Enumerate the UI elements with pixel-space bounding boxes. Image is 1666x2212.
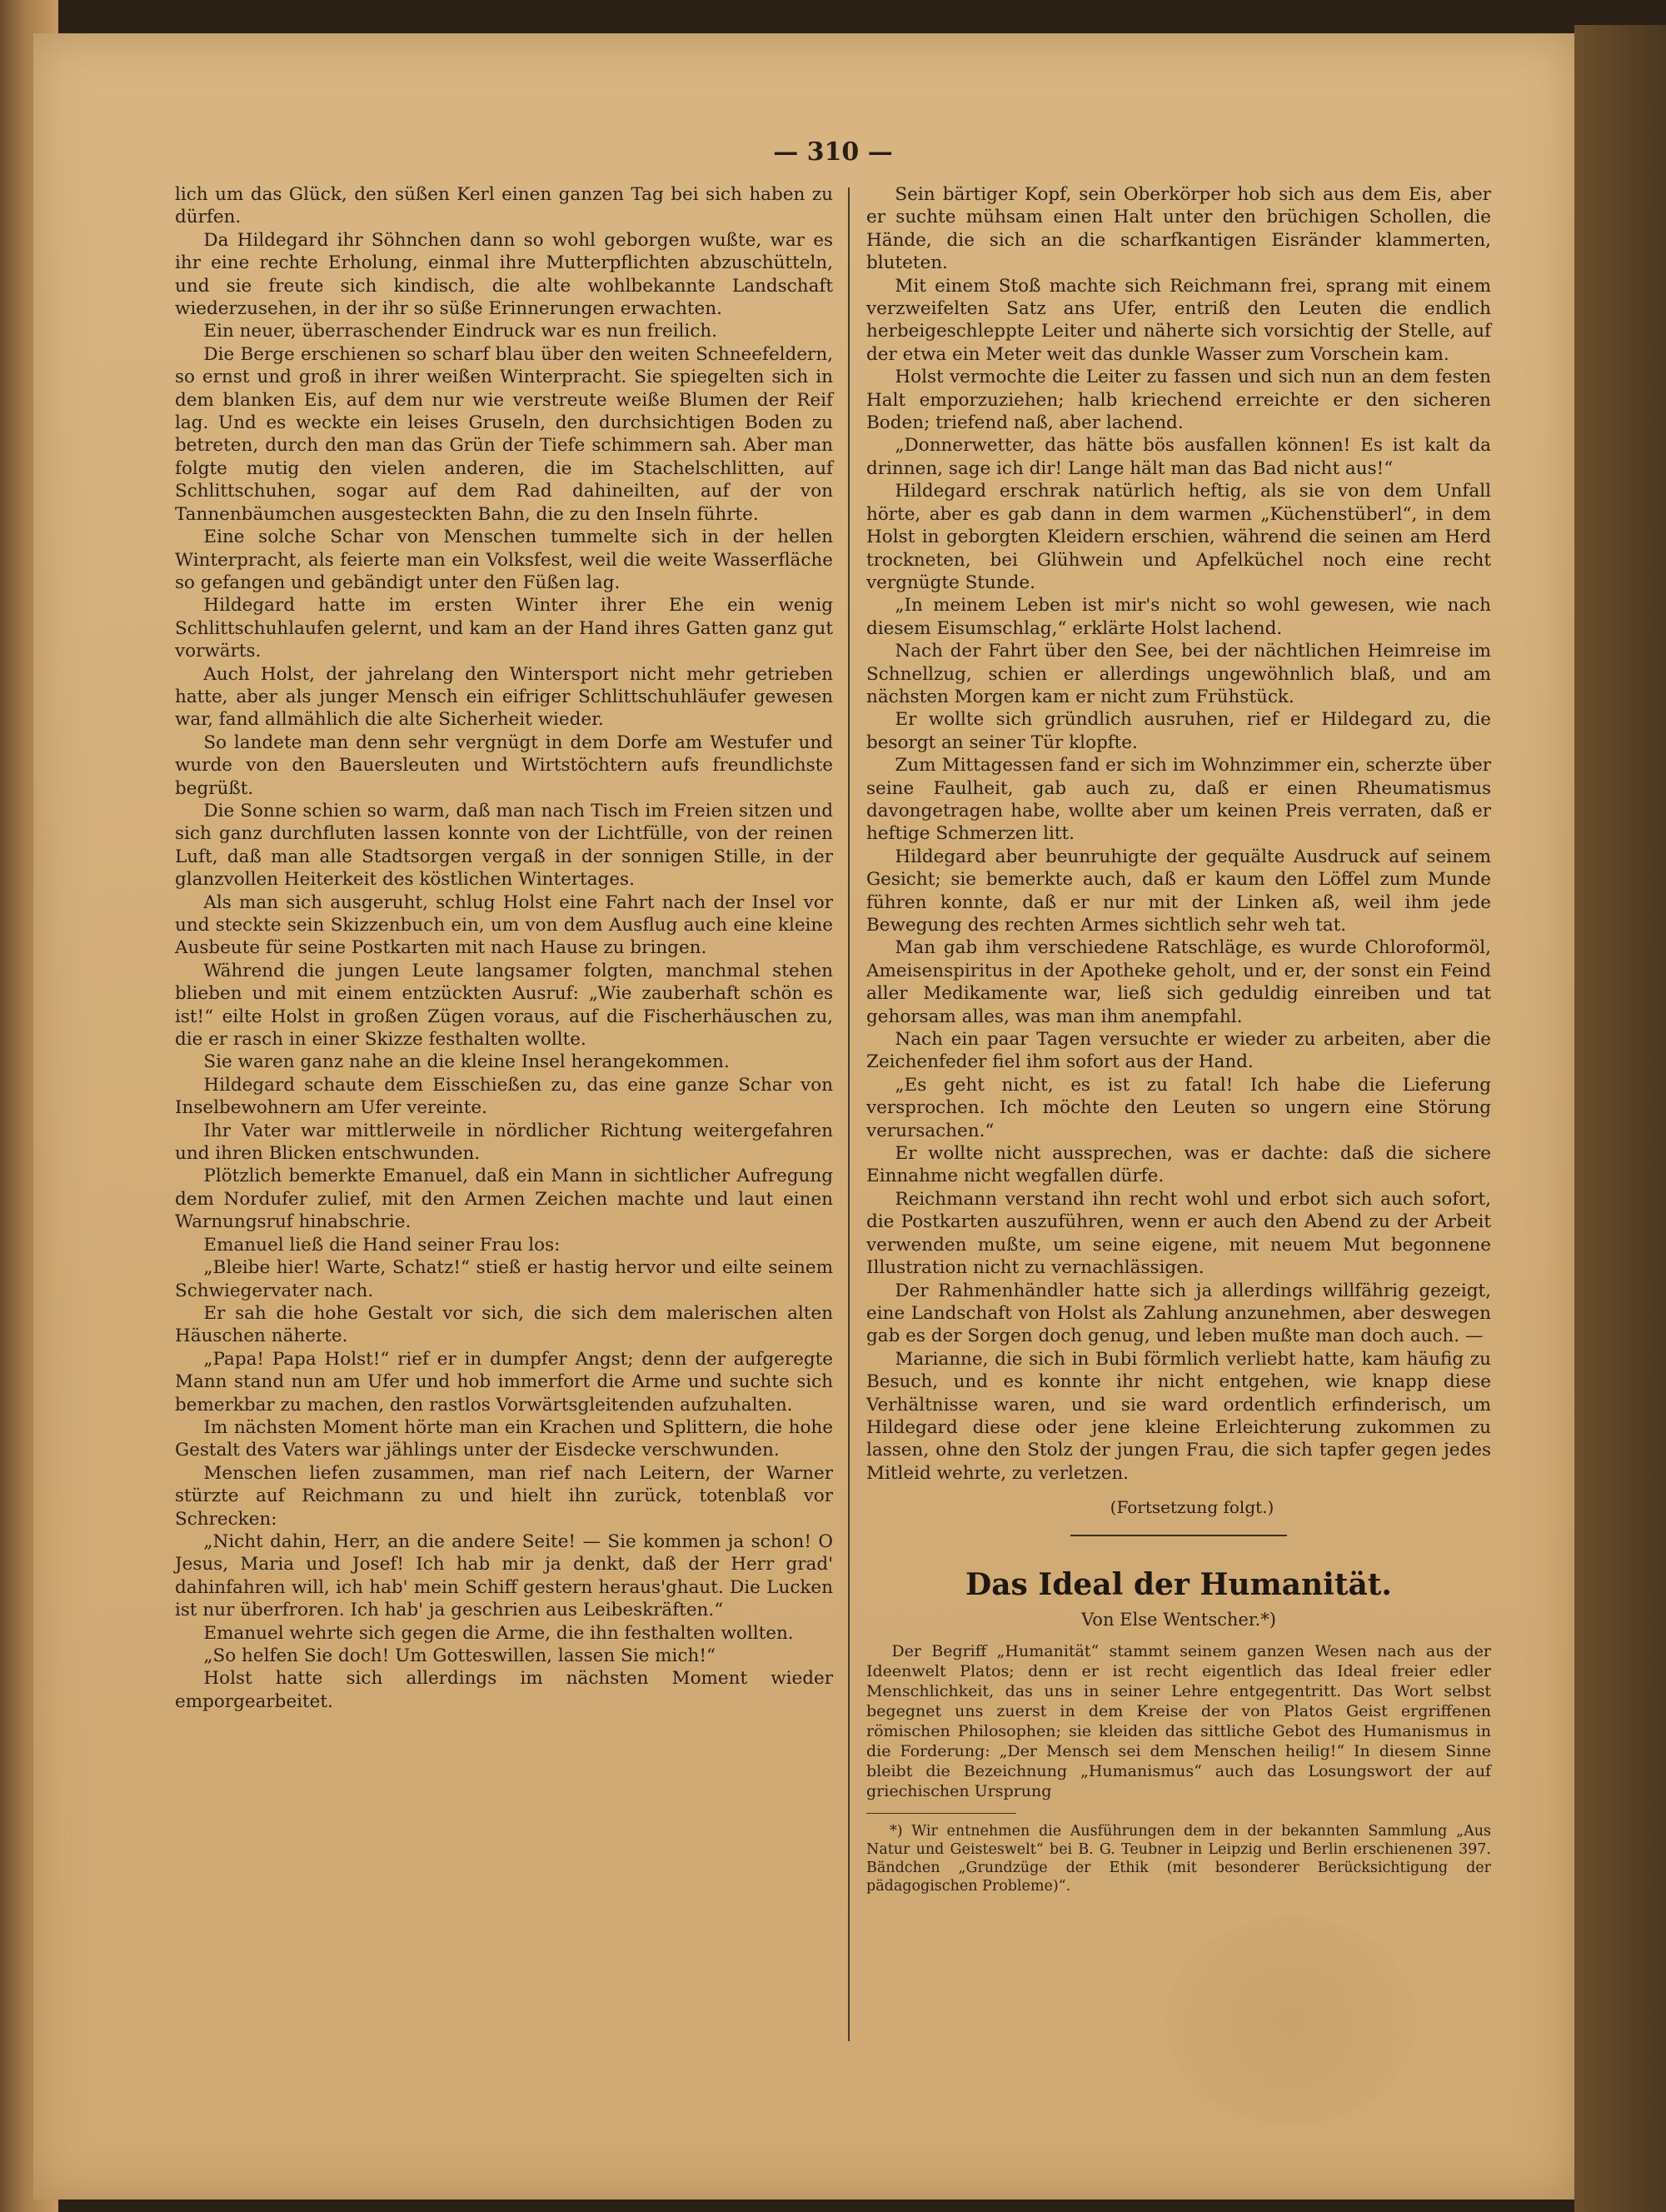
paragraph: Hildegard hatte im ersten Winter ihrer Ehe ein wenig Schlittschuhlaufen gelernt, und kam an der Hand ihres Gatten ganz gut vorwärts.: [175, 595, 833, 662]
paragraph: Er wollte nicht aussprechen, was er dachte: daß die sichere Einnahme nicht wegfallen dürfe.: [866, 1143, 1491, 1187]
paragraph: „Donnerwetter, das hätte bös ausfallen können! Es ist kalt da drinnen, sage ich dir! Lange hält man das Bad nicht aus!“: [866, 435, 1491, 479]
paragraph: Sein bärtiger Kopf, sein Oberkörper hob sich aus dem Eis, aber er suchte mühsam einen Halt unter den brüchigen Schollen, die Hände, die sich an die scharfkantigen Eisränder klammerten, bluteten.: [866, 184, 1491, 274]
right-column: [866, 183, 1491, 1895]
footnote-rule: [866, 1813, 1016, 1815]
paragraph: „In meinem Leben ist mir's nicht so wohl gewesen, wie nach diesem Eisumschlag,“ erklärte Holst lachend.: [866, 595, 1491, 639]
left-column: [175, 183, 833, 1713]
paragraph: Plötzlich bemerkte Emanuel, daß ein Mann in sichtlicher Aufregung dem Nordufer zulief, mit den Armen Zeichen machte und laut einen Warnungsruf hinabschrie.: [175, 1166, 833, 1233]
paragraph: Holst hatte sich allerdings im nächsten Moment wieder emporgearbeitet.: [175, 1668, 833, 1712]
paragraph: Während die jungen Leute langsamer folgten, manchmal stehen blieben und mit einem entzückten Ausruf: „Wie zauberhaft schön es ist!“ eilte Holst in großen Zügen voraus, auf die Fischerhäuschen zu, die er rasch in einer Skizze festhalten wollte.: [175, 960, 833, 1051]
paragraph: „Es geht nicht, es ist zu fatal! Ich habe die Lieferung versprochen. Ich möchte den Leuten so ungern eine Störung verursachen.“: [866, 1074, 1491, 1141]
paragraph: Nach der Fahrt über den See, bei der nächtlichen Heimreise im Schnellzug, schien er allerdings ungewöhnlich blaß, und am nächsten Morgen kam er nicht zum Frühstück.: [866, 641, 1491, 707]
paragraph: Er wollte sich gründlich ausruhen, rief er Hildegard zu, die besorgt an seiner Tür klopfte.: [866, 709, 1491, 753]
paragraph: Man gab ihm verschiedene Ratschläge, es wurde Chloroformöl, Ameisenspiritus in der Apotheke geholt, und er, der sonst ein Feind aller Medikamente war, ließ sich geduldig einreiben und tat gehorsam alles, was man ihm anempfahl.: [866, 937, 1491, 1027]
article-title: Das Ideal der Humanität.: [965, 1566, 1392, 1602]
paragraph: Nach ein paar Tagen versuchte er wieder zu arbeiten, aber die Zeichenfeder fiel ihm sofort aus der Hand.: [866, 1029, 1491, 1073]
paragraph: Eine solche Schar von Menschen tummelte sich in der hellen Winterpracht, als feierte man ein Volksfest, weil die weite Wasserfläche so gefangen und gebändigt unter den Füßen lag.: [175, 527, 833, 593]
paragraph: „Papa! Papa Holst!“ rief er in dumpfer Angst; denn der aufgeregte Mann stand nun am Ufer und hob immerfort die Arme und suchte sich bemerkbar zu machen, den rastlos Vorwärtsgleitenden aufzuhalten.: [175, 1348, 833, 1416]
paragraph: lich um das Glück, den süßen Kerl einen ganzen Tag bei sich haben zu dürfen.: [175, 184, 833, 228]
paragraph: Hildegard schaute dem Eisschießen zu, das eine ganze Schar von Inselbewohnern am Ufer vereinte.: [175, 1074, 833, 1119]
paragraph: Hildegard erschrak natürlich heftig, als sie von dem Unfall hörte, aber es gab dann in dem warmen „Küchenstüberl“, in dem Holst in geborgten Kleidern erschien, während die seinen am Herd trockneten, bei Glühwein und Apfelküchel noch eine recht vergnügte Stunde.: [866, 481, 1491, 593]
paragraph: Mit einem Stoß machte sich Reichmann frei, sprang mit einem verzweifelten Satz ans Ufer, entriß den Leuten die endlich herbeigeschleppte Leiter und näherte sich vorsichtig der Stelle, auf der etwa ein Meter weit das dunkle Wasser zum Vorschein kam.: [866, 275, 1491, 365]
paragraph: Emanuel ließ die Hand seiner Frau los:: [203, 1234, 561, 1256]
paper-stain: [1166, 1916, 1416, 2125]
paragraph: Reichmann verstand ihn recht wohl und erbot sich auch sofort, die Postkarten auszuführen, wenn er auch den Abend zu der Arbeit verwenden mußte, um seine eigene, mit neuem Mut begonnene Illustration nicht zu vernachlässigen.: [866, 1188, 1491, 1279]
paragraph: Sie waren ganz nahe an die kleine Insel herangekommen.: [203, 1051, 730, 1073]
paragraph: Als man sich ausgeruht, schlug Holst eine Fahrt nach der Insel vor und steckte sein Skizzenbuch ein, um von dem Ausflug auch eine kleine Ausbeute für seine Postkarten mit nach Hause zu bringen.: [175, 891, 833, 959]
footnote: *) Wir entnehmen die Ausführungen dem in der bekannten Sammlung „Aus Natur und Geisteswelt“ bei B. G. Teubner in Leipzig und Berlin erschienenen 397. Bändchen „Grundzüge der Ethik (mit besonderer Berücksichtigung der pädagogischen Probleme)“.: [866, 1823, 1491, 1895]
paragraph: Emanuel wehrte sich gegen die Arme, die ihn festhalten wollten.: [203, 1622, 794, 1644]
paragraph: Hildegard aber beunruhigte der gequälte Ausdruck auf seinem Gesicht; sie bemerkte auch, daß er kaum den Löffel zum Munde führen konnte, daß er nur mit der Linken aß, weil ihm jede Bewegung des rechten Armes sichtlich sehr weh tat.: [866, 846, 1491, 936]
page-number: — 310 —: [773, 137, 893, 167]
paragraph: Auch Holst, der jahrelang den Wintersport nicht mehr getrieben hatte, aber als junger Mensch ein eifriger Schlittschuhläufer gewesen war, fand allmählich die alte Sicherheit wieder.: [175, 663, 833, 731]
paragraph: Da Hildegard ihr Söhnchen dann so wohl geborgen wußte, war es ihr eine rechte Erholung, einmal ihre Mutterpflichten abzuschütteln, und sie freute sich kindisch, die alte wohlbekannte Landschaft wiederzusehen, in der ihr so süße Erinnerungen erwachten.: [175, 229, 833, 320]
book-right-edge: [1574, 25, 1666, 2212]
column-divider: [848, 187, 850, 2041]
paragraph: „Bleibe hier! Warte, Schatz!“ stieß er hastig hervor und eilte seinem Schwiegervater nach.: [175, 1257, 833, 1301]
paragraph: Ihr Vater war mittlerweile in nördlicher Richtung weitergefahren und ihren Blicken entschwunden.: [175, 1120, 833, 1165]
paragraph: Die Sonne schien so warm, daß man nach Tisch im Freien sitzen und sich ganz durchfluten lassen konnte von der Lichtfülle, von der reinen Luft, daß man alle Stadtsorgen vergaß in der sonnigen Stille, in der glanzvollen Heiterkeit des köstlichen Wintertages.: [175, 800, 833, 891]
article-byline: Von Else Wentscher.*): [1081, 1609, 1276, 1630]
paragraph: Er sah die hohe Gestalt vor sich, die sich dem malerischen alten Häuschen näherte.: [175, 1302, 833, 1347]
paragraph: Ein neuer, überraschender Eindruck war es nun freilich.: [203, 321, 717, 342]
continuation-note: (Fortsetzung folgt.): [1110, 1497, 1274, 1518]
article-body: Der Begriff „Humanität“ stammt seinem ganzen Wesen nach aus der Ideenwelt Platos; denn er ist recht eigentlich das Ideal freier edler Menschlichkeit, das uns in seiner Lehre entgegentritt. Das Wort selbst begegnet uns zuerst in dem Kreise der von Platos Geist ergriffenen römischen Philosophen; sie kleiden das sittliche Gebot des Humanismus in die Forderung: „Der Mensch sei dem Menschen heilig!“ In diesem Sinne bleibt die Bezeichnung „Humanismus“ auch das Losungswort der auf griechischen Ursprung: [866, 1641, 1491, 1800]
paragraph: „Nicht dahin, Herr, an die andere Seite! — Sie kommen ja schon! O Jesus, Maria und Josef! Ich hab mir ja denkt, daß der Herr grad' dahinfahren will, ich hab' mein Schiff gestern heraus'ghaut. Die Lucken ist nur überfroren. Ich hab' ja geschrien aus Leibeskräften.“: [175, 1530, 833, 1621]
paragraph: Die Berge erschienen so scharf blau über den weiten Schneefeldern, so ernst und groß in ihrer weißen Winterpracht. Sie spiegelten sich in dem blanken Eis, auf dem nur wie verstreute weiße Blumen der Reif lag. Und es weckte ein leises Gruseln, den durchsichtigen Boden zu betreten, durch den man das Grün der Tiefe schimmern sah. Aber man folgte mutig den vielen anderen, die im Stachelschlitten, auf Schlittschuhen, sogar auf dem Rad dahineilten, auf der von Tannenbäumchen ausgesteckten Bahn, die zu den Inseln führte.: [175, 343, 833, 525]
paragraph: „So helfen Sie doch! Um Gotteswillen, lassen Sie mich!“: [203, 1645, 716, 1666]
paragraph: Holst vermochte die Leiter zu fassen und sich nun an dem festen Halt emporzuziehen; halb kriechend erreichte er den sicheren Boden; triefend naß, aber lachend.: [866, 367, 1491, 434]
section-rule: [1070, 1535, 1287, 1536]
paragraph: So landete man denn sehr vergnügt in dem Dorfe am Westufer und wurde von den Bauersleuten und Wirtstöchtern aufs freundlichste begrüßt.: [175, 732, 833, 799]
paragraph: Im nächsten Moment hörte man ein Krachen und Splittern, die hohe Gestalt des Vaters war jählings unter der Eisdecke verschwunden.: [175, 1416, 833, 1461]
paragraph: Menschen liefen zusammen, man rief nach Leitern, der Warner stürzte auf Reichmann zu und hielt ihn zurück, totenblaß vor Schrecken:: [175, 1462, 833, 1530]
paragraph: Zum Mittagessen fand er sich im Wohnzimmer ein, scherzte über seine Faulheit, gab auch zu, daß er einen Rheumatismus davongetragen habe, wollte aber um keinen Preis verraten, daß er heftige Schmerzen litt.: [866, 755, 1491, 845]
paragraph: Marianne, die sich in Bubi förmlich verliebt hatte, kam häufig zu Besuch, und es konnte ihr nicht entgehen, wie knapp diese Verhältnisse waren, und sie ward ordentlich erfinderisch, um Hildegard diese oder jene kleine Erleichterung zukommen zu lassen, ohne den Stolz der jungen Frau, die sich tapfer gegen jedes Mitleid wehrte, zu verletzen.: [866, 1348, 1491, 1484]
paragraph: Der Rahmenhändler hatte sich ja allerdings willfährig gezeigt, eine Landschaft von Holst als Zahlung anzunehmen, aber deswegen gab es der Sorgen doch genug, und leben mußte man doch auch. —: [866, 1280, 1491, 1347]
